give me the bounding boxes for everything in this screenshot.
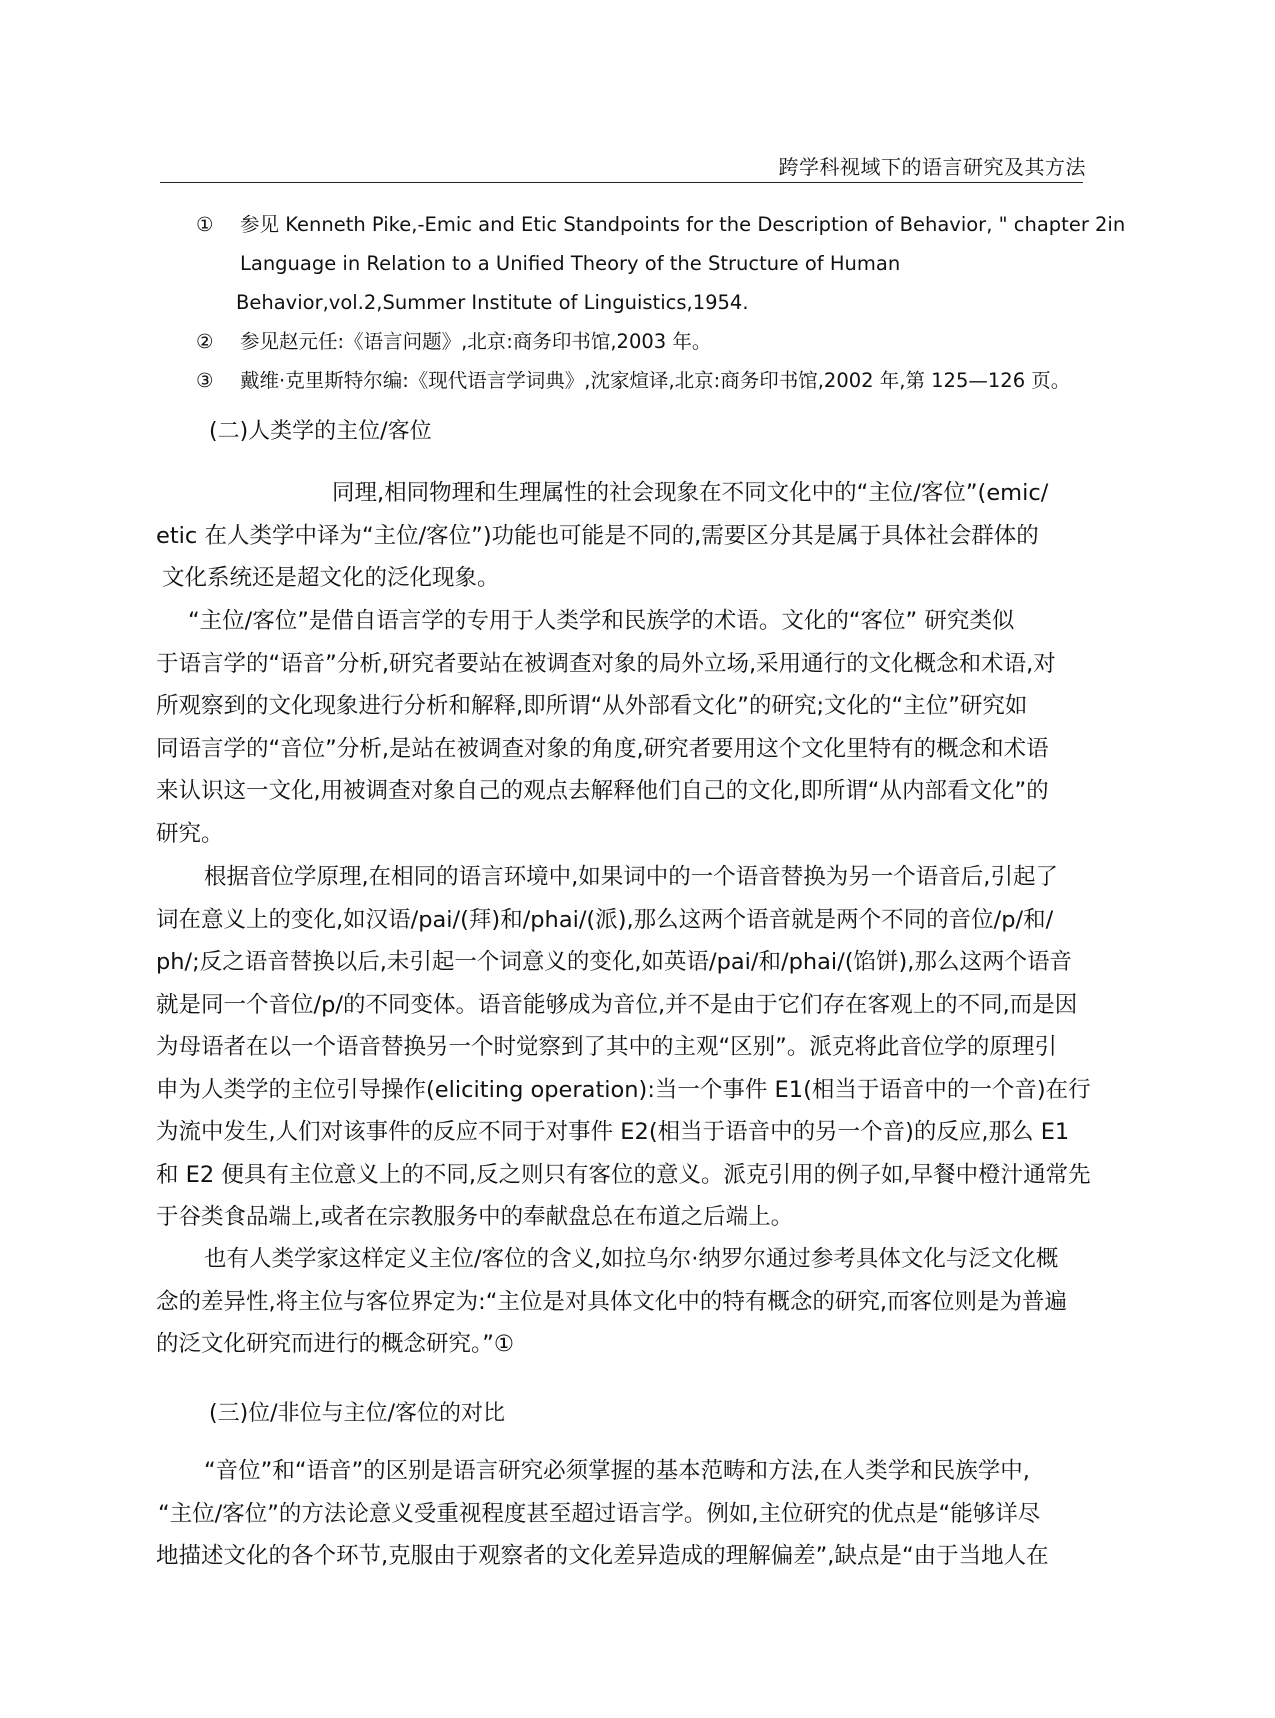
paragraph-line: “主位/客位”是借自语言学的专用于人类学和民族学的术语。文化的“客位” 研究类似 bbox=[188, 608, 1015, 634]
section-heading: (三)位/非位与主位/客位的对比 bbox=[209, 1401, 505, 1426]
paragraph-line: 所观察到的文化现象进行分析和解释,即所谓“从外部看文化”的研究;文化的“主位”研究如 bbox=[156, 693, 1028, 719]
paragraph-line: 和 E2 便具有主位意义上的不同,反之则只有客位的意义。派克引用的例子如,早餐中橙汁通常先 bbox=[156, 1161, 1091, 1188]
paragraph-line: 地描述文化的各个环节,克服由于观察者的文化差异造成的理解偏差”,缺点是“由于当地人在 bbox=[156, 1543, 1049, 1569]
paragraph-line: 念的差异性,将主位与客位界定为:“主位是对具体文化中的特有概念的研究,而客位则是为普遍 bbox=[156, 1288, 1068, 1315]
footnote-line: 戴维·克里斯特尔编:《现代语言学词典》,沈家煊译,北京:商务印书馆,2002 年,第 125—126 页。 bbox=[240, 369, 1071, 392]
footnote-line: Language in Relation to a Unified Theory of the Structure of Human bbox=[240, 252, 901, 275]
paragraph-line: “主位/客位”的方法论意义受重视程度甚至超过语言学。例如,主位研究的优点是“能够详尽 bbox=[158, 1500, 1041, 1527]
paragraph-line: 就是同一个音位/p/的不同变体。语音能够成为音位,并不是由于它们存在客观上的不同,而是因 bbox=[156, 991, 1078, 1018]
paragraph-line: 来认识这一文化,用被调查对象自己的观点去解释他们自己的文化,即所谓“从内部看文化”的 bbox=[156, 778, 1049, 804]
paragraph bbox=[156, 856, 1096, 1239]
paragraph bbox=[156, 1450, 1096, 1578]
footnote-marker: ③ bbox=[196, 369, 214, 392]
footnote-text bbox=[240, 322, 1100, 361]
paragraph-line: 同理,相同物理和生理属性的社会现象在不同文化中的“主位/客位”(emic/ bbox=[332, 480, 1049, 506]
paragraph bbox=[156, 600, 1096, 855]
paragraph-line: 文化系统还是超文化的泛化现象。 bbox=[162, 565, 500, 591]
running-header-title: 跨学科视域下的语言研究及其方法 bbox=[778, 155, 1086, 179]
paragraph-line: 的泛文化研究而进行的概念研究。”① bbox=[156, 1331, 515, 1357]
footnote-item bbox=[160, 322, 1100, 361]
paragraph-line: 也有人类学家这样定义主位/客位的含义,如拉乌尔·纳罗尔通过参考具体文化与泛文化概 bbox=[204, 1246, 1059, 1272]
paragraph-line: 于谷类食品端上,或者在宗教服务中的奉献盘总在布道之后端上。 bbox=[156, 1204, 794, 1230]
paragraph bbox=[156, 1238, 1096, 1366]
footnote-line: 参见赵元任:《语言问题》,北京:商务印书馆,2003 年。 bbox=[240, 330, 712, 353]
footnote-text bbox=[240, 361, 1100, 400]
footnote-line: 参见 Kenneth Pike,-Emic and Etic Standpoints for the Description of Behavior, " chapter 2in bbox=[240, 213, 1126, 236]
paragraph-line: 为流中发生,人们对该事件的反应不同于对事件 E2(相当于语音中的另一个音)的反应,那么 E1 bbox=[156, 1119, 1070, 1145]
paragraph-line: 根据音位学原理,在相同的语言环境中,如果词中的一个语音替换为另一个语音后,引起了 bbox=[204, 864, 1058, 890]
footnote-marker: ① bbox=[196, 213, 214, 236]
footnote-text bbox=[236, 205, 1126, 322]
footnote-item bbox=[160, 361, 1100, 400]
header-rule bbox=[160, 182, 1083, 183]
footnote-item bbox=[160, 205, 1126, 322]
paragraph-line: 词在意义上的变化,如汉语/pai/(拜)和/phai/(派),那么这两个语音就是两个不同的音位/p/和/ bbox=[156, 906, 1054, 933]
paragraph-line: 同语言学的“音位”分析,是站在被调查对象的角度,研究者要用这个文化里特有的概念和术语 bbox=[156, 735, 1049, 762]
footnote-marker: ② bbox=[196, 330, 214, 353]
footnotes bbox=[160, 205, 1126, 400]
paragraph bbox=[156, 472, 1096, 600]
paragraph-line: “音位”和“语音”的区别是语言研究必须掌握的基本范畴和方法,在人类学和民族学中, bbox=[204, 1458, 1030, 1484]
paragraph-line: 于语言学的“语音”分析,研究者要站在被调查对象的局外立场,采用通行的文化概念和术语,对 bbox=[156, 650, 1056, 677]
footnote-line: Behavior,vol.2,Summer Institute of Linguistics,1954. bbox=[236, 291, 749, 314]
section-heading: (二)人类学的主位/客位 bbox=[209, 419, 432, 444]
paragraph-line: 研究。 bbox=[156, 820, 224, 847]
paragraph-line: etic 在人类学中译为“主位/客位”)功能也可能是不同的,需要区分其是属于具体社会群体的 bbox=[156, 522, 1039, 549]
paragraph-line: ph/;反之语音替换以后,未引起一个词意义的变化,如英语/pai/和/phai/(馅饼),那么这两个语音 bbox=[156, 949, 1072, 975]
paragraph-line: 为母语者在以一个语音替换另一个时觉察到了其中的主观“区别”。派克将此音位学的原理引 bbox=[156, 1034, 1057, 1060]
paragraph-line: 申为人类学的主位引导操作(eliciting operation):当一个事件 E1(相当于语音中的一个音)在行 bbox=[156, 1076, 1091, 1103]
